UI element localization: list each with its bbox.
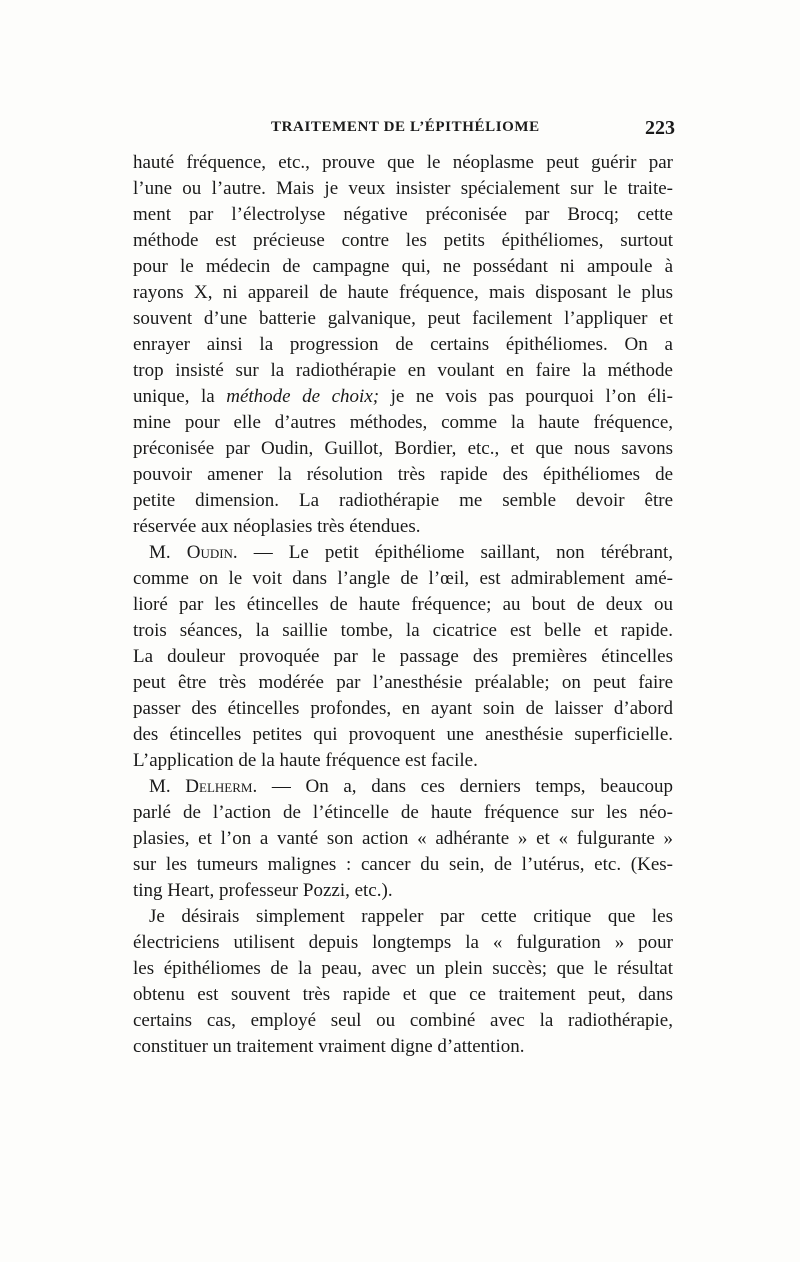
text-line: rayons X, ni appareil de haute fréquence, mais disposant le plus <box>133 282 673 303</box>
text-span: M. <box>149 776 186 797</box>
text-line: certains cas, employé seul ou combiné avec la radiothérapie, <box>133 1010 673 1031</box>
page-number: 223 <box>645 117 675 139</box>
text-line: lioré par les étincelles de haute fréquence; au bout de deux ou <box>133 594 673 615</box>
text-line: Je désirais simplement rappeler par cette critique que les <box>149 906 673 927</box>
text-line: des étincelles petites qui provoquent une anesthésie superficielle. <box>133 724 673 745</box>
body-text <box>133 150 673 1060</box>
text-line: ment par l’électrolyse négative préconisée par Brocq; cette <box>133 204 673 225</box>
speaker-name: Oudin. <box>186 542 238 563</box>
text-span: — On a, dans ces derniers temps, beaucoup <box>257 776 673 797</box>
text-line: les épithéliomes de la peau, avec un plein succès; que le résultat <box>133 958 673 979</box>
text-line: enrayer ainsi la progression de certains épithéliomes. On a <box>133 334 673 355</box>
text-line: pouvoir amener la résolution très rapide des épithéliomes de <box>133 464 673 485</box>
paragraph <box>133 904 673 1060</box>
text-line: réservée aux néoplasies très étendues. <box>133 516 421 537</box>
text-line: plasies, et l’on a vanté son action « adhérante » et « fulgurante » <box>133 828 673 849</box>
italic-phrase: méthode de choix; <box>226 386 380 407</box>
text-line: obtenu est souvent très rapide et que ce traitement peut, dans <box>133 984 673 1005</box>
text-line: ting Heart, professeur Pozzi, etc.). <box>133 880 393 901</box>
text-line: sur les tumeurs malignes : cancer du sein, de l’utérus, etc. (Kes- <box>133 854 673 875</box>
text-line: comme on le voit dans l’angle de l’œil, est admirablement amé- <box>133 568 673 589</box>
text-line: hauté fréquence, etc., prouve que le néoplasme peut guérir par <box>133 152 673 173</box>
text-line: mine pour elle d’autres méthodes, comme la haute fréquence, <box>133 412 673 433</box>
text-span: — Le petit épithéliome saillant, non térébrant, <box>237 542 673 563</box>
text-line: l’une ou l’autre. Mais je veux insister spécialement sur le traite- <box>133 178 673 199</box>
text-line: La douleur provoquée par le passage des premières étincelles <box>133 646 673 667</box>
paragraph <box>133 150 673 540</box>
running-title: TRAITEMENT DE L’ÉPITHÉLIOME <box>271 119 540 135</box>
text-line: pour le médecin de campagne qui, ne possédant ni ampoule à <box>133 256 673 277</box>
paragraph <box>133 540 673 774</box>
text-line: électriciens utilisent depuis longtemps la « fulguration » pour <box>133 932 673 953</box>
text-line: L’application de la haute fréquence est facile. <box>133 750 478 771</box>
text-line: constituer un traitement vraiment digne d’attention. <box>133 1036 525 1057</box>
text-line: petite dimension. La radiothérapie me semble devoir être <box>133 490 673 511</box>
text-line: préconisée par Oudin, Guillot, Bordier, etc., et que nous savons <box>133 438 673 459</box>
text-line <box>133 540 673 566</box>
text-span: je ne vois pas pourquoi l’on éli- <box>379 386 673 407</box>
text-line: souvent d’une batterie galvanique, peut facilement l’appliquer et <box>133 308 673 329</box>
text-span: M. <box>149 542 187 563</box>
paragraph <box>133 774 673 904</box>
text-line: trois séances, la saillie tombe, la cicatrice est belle et rapide. <box>133 620 673 641</box>
text-line <box>133 774 673 800</box>
text-span: unique, la <box>133 386 227 407</box>
running-head <box>133 117 675 141</box>
text-line: peut être très modérée par l’anesthésie préalable; on peut faire <box>133 672 673 693</box>
text-line: passer des étincelles profondes, en ayant soin de laisser d’abord <box>133 698 673 719</box>
text-line <box>133 384 673 410</box>
text-line: trop insisté sur la radiothérapie en voulant en faire la méthode <box>133 360 673 381</box>
speaker-name: Delherm. <box>185 776 258 797</box>
text-line: parlé de l’action de l’étincelle de haute fréquence sur les néo- <box>133 802 673 823</box>
text-line: méthode est précieuse contre les petits épithéliomes, surtout <box>133 230 673 251</box>
